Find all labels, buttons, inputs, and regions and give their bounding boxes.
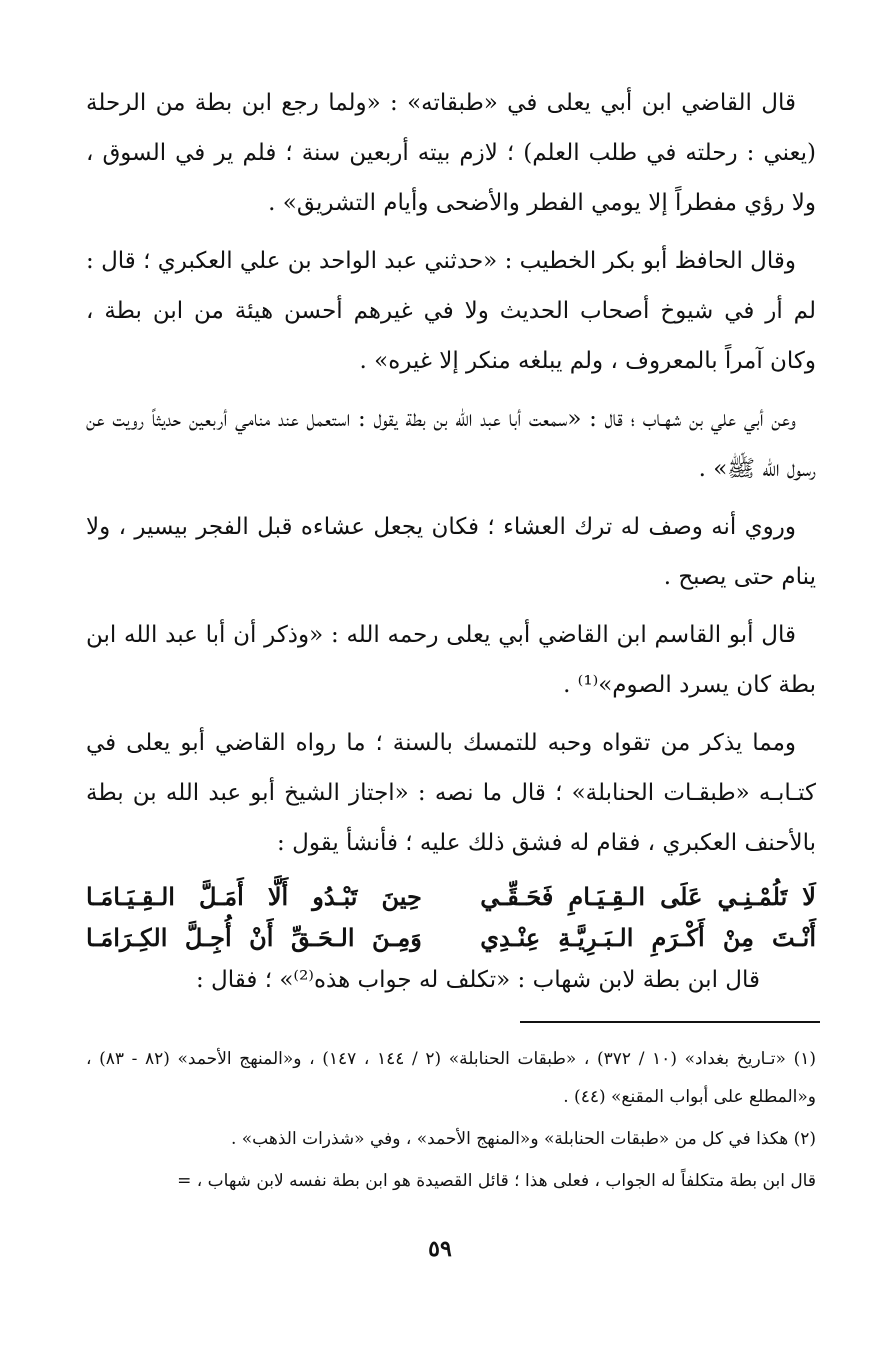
page-number: ٥٩ — [428, 1236, 452, 1262]
poem-line — [86, 917, 816, 958]
paragraph-ibn-shihab: وعن أبي علي بن شهـاب ؛ قال : «سمعت أبا عبد الله بن بطة يقول : استعمل عند منامي أربعين حديثاً رويت عن رسول الله ﷺ» . — [86, 406, 816, 482]
paragraph-ibn-abi-yala: قال القاضي ابن أبي يعلى في «طبقاته» : «ولما رجع ابن بطة من الرحلة (يعني : رحلته في طلب العلم) ؛ لازم بيته أربعين سنة ؛ فلم ير في السوق ، ولا رؤي مفطراً إلا يومي الفطر والأضحى وأيام التشريق» . — [86, 90, 816, 216]
paragraph-fasting: قال أبو القاسم ابن القاضي أبي يعلى رحمه الله : «وذكر أن أبا عبد الله ابن بطة كان يسرد الصوم»⁽¹⁾ . — [86, 622, 816, 698]
poem-hemistich-first: لَا تَلُمْـنِـي عَلَى الـقِـيَـامِ فَحَـقِّـي — [480, 882, 816, 911]
poem-hemistich-second: حِينَ تَبْـدُو أَلَّا أَمَـلَّ الـقِـيَـامَـا — [86, 882, 422, 911]
paragraph-dinner: وروي أنه وصف له ترك العشاء ؛ فكان يجعل عشاءه قبل الفجر بيسير ، ولا ينام حتى يصبح . — [86, 514, 816, 590]
paragraph-al-khatib: وقال الحافظ أبو بكر الخطيب : «حدثني عبد الواحد بن علي العكبري ؛ قال : لم أر في شيوخ أصحاب الحديث ولا في غيرهم أحسن هيئة من ابن بطة ، وكان آمراً بالمعروف ، ولم يبلغه منكر إلا غيره» . — [86, 248, 816, 374]
poem-line — [86, 876, 816, 917]
paragraph-after-poem: قال ابن بطة لابن شهاب : «تكلف له جواب هذه⁽²⁾» ؛ فقال : — [196, 967, 760, 993]
poem-hemistich-first: أَنْـتَ مِنْ أَكْـرَمِ الـبَـرِيَّـةِ عِنْـدِي — [480, 923, 816, 952]
footnote-2: (٢) هكذا في كل من «طبقات الحنابلة» و«المنهج الأحمد» ، وفي «شذرات الذهب» . — [230, 1129, 816, 1149]
footnotes — [86, 1040, 816, 1204]
footnote-1: (١) «تـاريخ بغداد» (١٠ / ٣٧٢) ، «طبقات الحنابلة» (٢ / ١٤٤ ، ١٤٧) ، و«المنهج الأحمد» (٨٢ - ٨٣) ، و«المطلع على أبواب المقنع» (٤٤) . — [86, 1049, 816, 1107]
footnote-continuation: قال ابن بطة متكلفاً له الجواب ، فعلى هذا ؛ قائل القصيدة هو ابن بطة نفسه لابن شهاب ، = — [177, 1171, 816, 1191]
footnote-divider — [520, 1021, 820, 1023]
poem — [86, 876, 816, 958]
main-text — [86, 78, 816, 1002]
poem-hemistich-second: وَمِـنَ الـحَـقِّ أَنْ أُجِـلَّ الكِـرَامَـا — [86, 923, 422, 952]
paragraph-piety: ومما يذكر من تقواه وحبه للتمسك بالسنة ؛ ما رواه القاضي أبو يعلى في كتـابـه «طبقـات الحنابلة» ؛ قال ما نصه : «اجتاز الشيخ أبو عبد الله بن بطة بالأحنف العكبري ، فقام له فشق ذلك عليه ؛ فأنشأ يقول : — [86, 730, 816, 856]
